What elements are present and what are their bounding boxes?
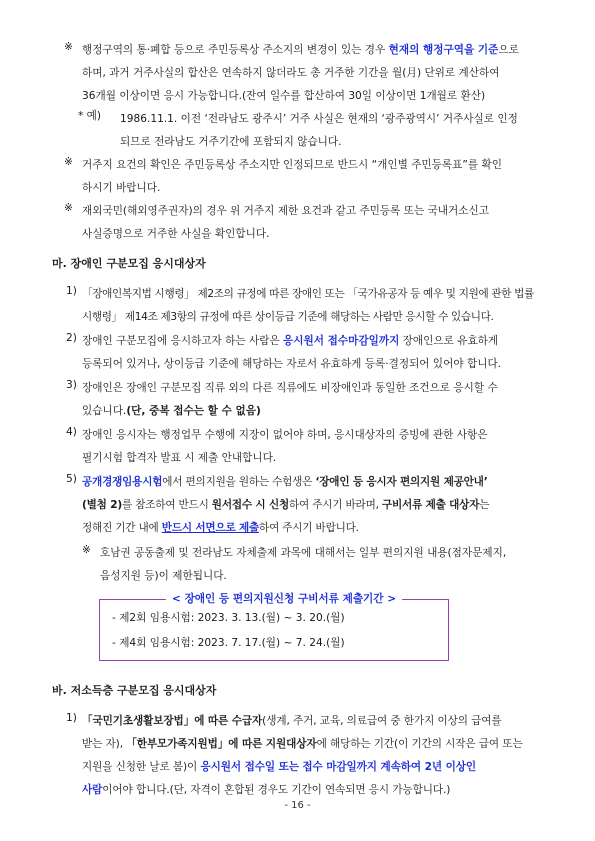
- body-text: 이어야 합니다.(단, 자격이 혼합된 경우도 기간이 연속되면 응시 가능합니다.): [102, 784, 451, 796]
- body-text: 를 참조하여 반드시: [122, 499, 212, 511]
- text-line: [120, 108, 518, 131]
- body-text: 지원을 신청한 날로 봄)이: [82, 761, 201, 773]
- body-text: 하여 주시기 바랍니다.: [259, 522, 359, 534]
- text-line: [82, 39, 519, 62]
- text-line: [82, 353, 501, 376]
- body-text: 재외국민(해외영주권자)의 경우 위 거주지 제한 요건과 같고 주민등록 또는 국내거소신고: [82, 205, 489, 217]
- item-number: 4): [66, 426, 77, 438]
- note-residence-boundary: [82, 39, 519, 108]
- text-line: [120, 131, 518, 154]
- body-text: 필기시험 합격자 발표 시 제출 안내합니다.: [82, 452, 277, 464]
- note-marker: ※: [64, 202, 73, 214]
- item-number: 3): [66, 379, 77, 391]
- text-line: [82, 62, 519, 85]
- emphasis-text: 「한부모가족지원법」에 따른 지원대상자: [126, 738, 317, 750]
- text-line: [100, 542, 506, 565]
- emphasis-text: 사람: [82, 784, 103, 796]
- text-line: [82, 223, 489, 246]
- body-text: 등록되어 있거나, 상이등급 기준에 해당하는 자로서 유효하게 등록·결정되어 있어야 합니다.: [82, 358, 502, 370]
- text-line: [82, 756, 523, 779]
- low-income-item-1: [82, 710, 523, 802]
- period-row-round-2: - 제2회 임용시험: 2023. 3. 13.(월) ~ 3. 20.(월): [112, 612, 345, 624]
- body-text: 사실증명으로 거주한 사실을 확인합니다.: [82, 228, 270, 240]
- item-number: 2): [66, 332, 77, 344]
- emphasis-text: 응시원서 접수마감일까지: [283, 335, 400, 347]
- note-marker: ※: [82, 544, 91, 556]
- emphasis-text: 공개경쟁임용시험: [82, 476, 163, 488]
- emphasis-text: 반드시 서면으로 제출: [161, 522, 260, 534]
- body-text: 하시기 바랍니다.: [82, 182, 161, 194]
- text-line: [82, 494, 489, 517]
- body-text: 하여 주시기 바라며,: [289, 499, 382, 511]
- emphasis-text: (단, 중복 접수는 할 수 없음): [126, 405, 261, 417]
- note-marker: ※: [64, 41, 73, 53]
- text-line: [82, 424, 487, 447]
- example-marker: * 예): [78, 110, 102, 122]
- body-text: 음성지원 등)이 제한됩니다.: [100, 570, 227, 582]
- body-text: 하며, 과거 거주사실의 합산은 연속하지 않더라도 총 거주한 기간을 월(月) 단위로 계산하여: [82, 67, 500, 79]
- text-line: [82, 154, 502, 177]
- text-line: [82, 377, 498, 400]
- body-text: 36개월 이상이면 응시 가능합니다.(잔여 일수를 합산하여 30일 이상이면 1개월로 환산): [82, 90, 486, 102]
- disabled-item-3: [82, 377, 498, 423]
- body-text: 호남권 공동출제 및 전라남도 자체출제 과목에 대해서는 일부 편의지원 내용(점자문제지,: [100, 547, 507, 559]
- emphasis-text: (별첨 2): [82, 499, 123, 511]
- disabled-item-2: [82, 330, 501, 376]
- body-text: 장애인 구분모집에 응시하고자 하는 사람은: [82, 335, 284, 347]
- note-resident-register: [82, 154, 502, 200]
- body-text: 있습니다.: [82, 405, 127, 417]
- emphasis-text: 구비서류 제출 대상자: [381, 499, 480, 511]
- text-line: [82, 177, 502, 200]
- body-text: 는: [479, 499, 490, 511]
- emphasis-text: ‘장애인 등 응시자 편의지원 제공안내’: [315, 476, 488, 488]
- note-regional-limit: [100, 542, 506, 588]
- note-marker: ※: [64, 156, 73, 168]
- item-number: 5): [66, 473, 77, 485]
- text-line: [82, 400, 498, 423]
- item-number: 1): [66, 712, 77, 724]
- body-text: 장애인 응시자는 행정업무 수행에 지장이 없어야 하며, 응시대상자의 증빙에 관한 사항은: [82, 429, 488, 441]
- body-text: 「장애인복지법 시행령」 제2조의 규정에 따른 장애인 또는 「국가유공자 등 예우 및 지원에 관한 법률: [82, 288, 534, 300]
- submission-period-box: [99, 599, 449, 661]
- body-text: 시행령」 제14조 제3항의 규정에 따른 상이등급 기준에 해당하는 사람만 응시할 수 있습니다.: [82, 311, 494, 323]
- text-line: [82, 330, 501, 353]
- note-overseas-nationals: [82, 200, 489, 246]
- text-line: [82, 471, 489, 494]
- text-line: [82, 306, 534, 329]
- emphasis-text: 원서접수 시 신청: [211, 499, 290, 511]
- body-text: 으로: [498, 44, 519, 56]
- disabled-item-5: [82, 471, 489, 540]
- text-line: [82, 200, 489, 223]
- body-text: 행정구역의 통·폐합 등으로 주민등록상 주소지의 변경이 있는 경우: [82, 44, 389, 56]
- body-text: (생계, 주거, 교육, 의료급여 중 한가지 이상의 급여를: [262, 715, 502, 727]
- body-text: 1986.11.1. 이전 ‘전라남도 광주시’ 거주 사실은 현재의 ‘광주광역시’ 거주사실로 인정: [120, 113, 518, 125]
- body-text: 거주지 요건의 확인은 주민등록상 주소지만 인정되므로 반드시 “개인별 주민등록표”를 확인: [82, 159, 502, 171]
- section-heading-low-income: 바. 저소득층 구분모집 응시대상자: [52, 684, 217, 697]
- body-text: 정해진 기간 내에: [82, 522, 162, 534]
- body-text: 되므로 전라남도 거주기간에 포함되지 않습니다.: [120, 136, 342, 148]
- body-text: 에서 편의지원을 원하는 수험생은: [162, 476, 316, 488]
- text-line: [82, 517, 489, 540]
- disabled-item-1: [82, 283, 534, 329]
- text-line: [82, 85, 519, 108]
- body-text: 에 해당하는 기간(이 기간의 시작은 급여 또는: [316, 738, 523, 750]
- page-number: - 16 -: [284, 800, 311, 811]
- body-text: 장애인으로 유효하게: [399, 335, 499, 347]
- body-text: 받는 자),: [82, 738, 127, 750]
- emphasis-text: 「국민기초생활보장법」에 따른 수급자: [82, 715, 263, 727]
- note-example-gwangju: [120, 108, 518, 154]
- disabled-item-4: [82, 424, 487, 470]
- item-number: 1): [66, 285, 77, 297]
- text-line: [100, 565, 506, 588]
- submission-period-title: < 장애인 등 편의지원신청 구비서류 제출기간 >: [166, 590, 402, 608]
- emphasis-text: 응시원서 접수일 또는 접수 마감일까지 계속하여 2년 이상인: [200, 761, 477, 773]
- text-line: [82, 710, 523, 733]
- text-line: [82, 283, 534, 306]
- emphasis-text: 현재의 행정구역을 기준: [388, 44, 499, 56]
- period-row-round-4: - 제4회 임용시험: 2023. 7. 17.(월) ~ 7. 24.(월): [112, 637, 345, 649]
- text-line: [82, 447, 487, 470]
- section-heading-disabled: 마. 장애인 구분모집 응시대상자: [52, 257, 206, 270]
- body-text: 장애인은 장애인 구분모집 직류 외의 다른 직류에도 비장애인과 동일한 조건으로 응시할 수: [82, 382, 498, 394]
- text-line: [82, 733, 523, 756]
